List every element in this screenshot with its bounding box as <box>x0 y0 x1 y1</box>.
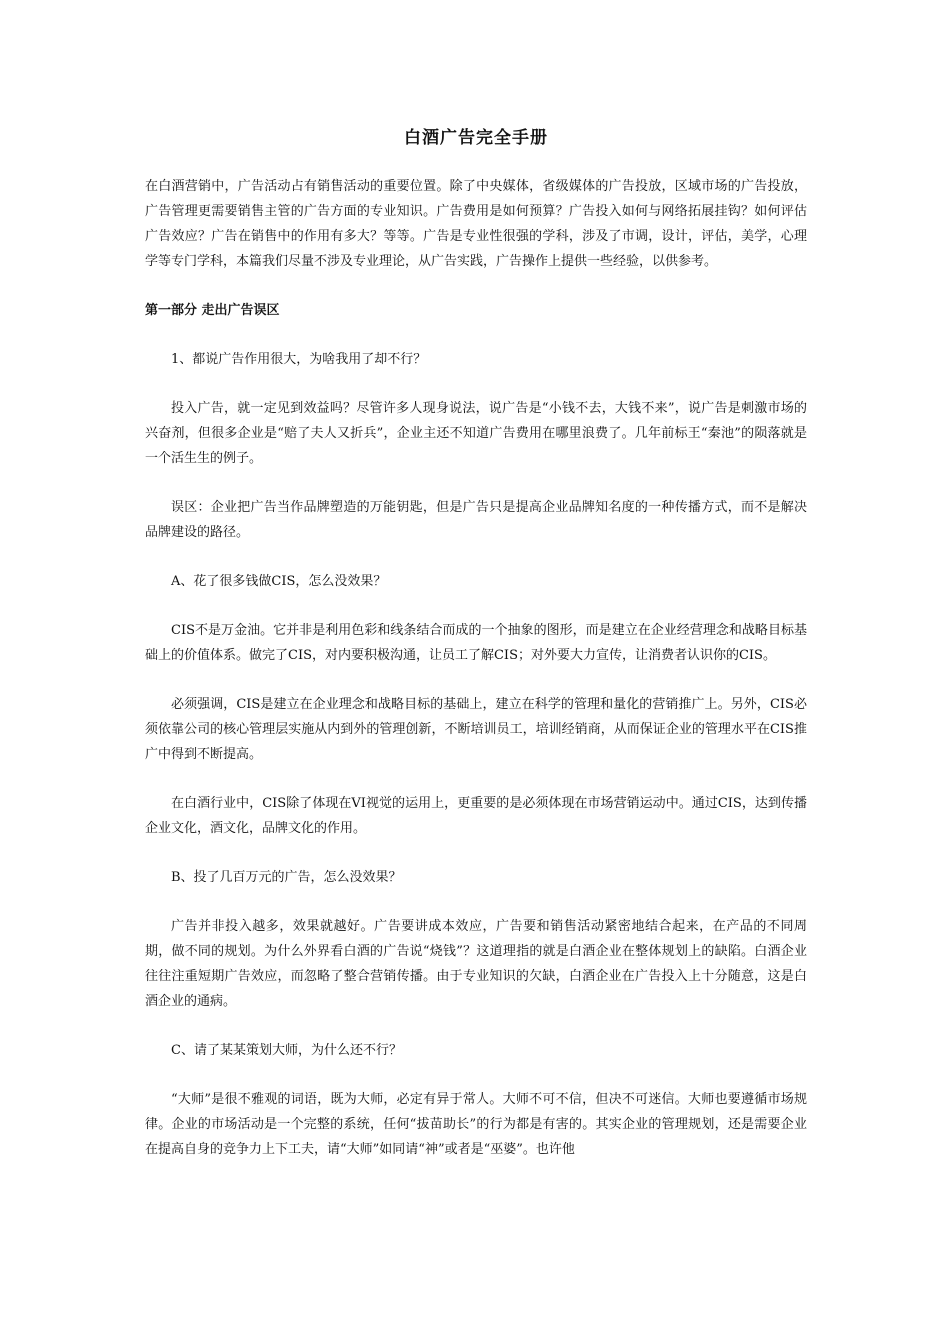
question-c: C、请了某某策划大师，为什么还不行？ <box>171 1043 402 1058</box>
paragraph-ad-investment: 投入广告，就一定见到效益吗？尽管许多人现身说法，说广告是“小钱不去，大钱不来”，说广告是刺激市场的兴奋剂，但很多企业是“赔了夫人又折兵”，企业主还不知道广告费用在哪里浪费了。几年前标王“秦池”的陨落就是一个活生生的例子。 <box>145 401 807 466</box>
intro-paragraph: 在白酒营销中，广告活动占有销售活动的重要位置。除了中央媒体，省级媒体的广告投放，区域市场的广告投放，广告管理更需要销售主管的广告方面的专业知识。广告费用是如何预算？广告投入如何与网络拓展挂钩？如何评估广告效应？广告在销售中的作用有多大？等等。广告是专业性很强的学科，涉及了市调，设计，评估，美学，心理学等专门学科，本篇我们尽量不涉及专业理论，从广告实践，广告操作上提供一些经验，以供参考。 <box>145 179 807 269</box>
paragraph-ad-cost-effect: 广告并非投入越多，效果就越好。广告要讲成本效应，广告要和销售活动紧密地结合起来，在产品的不同周期，做不同的规划。为什么外界看白酒的广告说“烧钱”？这道理指的就是白酒企业在整体规划上的缺陷。白酒企业往往注重短期广告效应，而忽略了整合营销传播。由于专业知识的欠缺，白酒企业在广告投入上十分随意，这是白酒企业的通病。 <box>145 919 807 1009</box>
document-page <box>145 126 807 1186</box>
paragraph-cis-emphasis: 必须强调，CIS是建立在企业理念和战略目标的基础上，建立在科学的管理和量化的营销推广上。另外，CIS必须依靠公司的核心管理层实施从内到外的管理创新，不断培训员工，培训经销商，从而保证企业的管理水平在CIS推广中得到不断提高。 <box>145 697 807 762</box>
paragraph-cis-not-panacea: CIS不是万金油。它并非是利用色彩和线条结合而成的一个抽象的图形，而是建立在企业经营理念和战略目标基础上的价值体系。做完了CIS，对内要积极沟通，让员工了解CIS；对外要大力宣传，让消费者认识你的CIS。 <box>145 623 807 663</box>
paragraph-misconception: 误区：企业把广告当作品牌塑造的万能钥匙，但是广告只是提高企业品牌知名度的一种传播方式，而不是解决品牌建设的路径。 <box>145 500 807 540</box>
paragraph-cis-liquor-industry: 在白酒行业中，CIS除了体现在VI视觉的运用上，更重要的是必须体现在市场营销运动中。通过CIS，达到传播企业文化，酒文化，品牌文化的作用。 <box>145 796 807 836</box>
question-a: A、花了很多钱做CIS，怎么没效果？ <box>171 574 387 589</box>
part-one-heading: 第一部分 走出广告误区 <box>145 303 280 318</box>
question-1: 1、都说广告作用很大，为啥我用了却不行？ <box>171 352 427 367</box>
question-b: B、投了几百万元的广告，怎么没效果？ <box>171 870 402 885</box>
document-title: 白酒广告完全手册 <box>404 128 548 148</box>
paragraph-master-planner: “大师”是很不雅观的词语，既为大师，必定有异于常人。大师不可不信，但决不可迷信。大师也要遵循市场规律。企业的市场活动是一个完整的系统，任何“拔苗助长”的行为都是有害的。其实企业的管理规划，还是需要企业在提高自身的竞争力上下工夫，请“大师”如同请“神”或者是“巫婆”。也许他 <box>145 1092 807 1157</box>
